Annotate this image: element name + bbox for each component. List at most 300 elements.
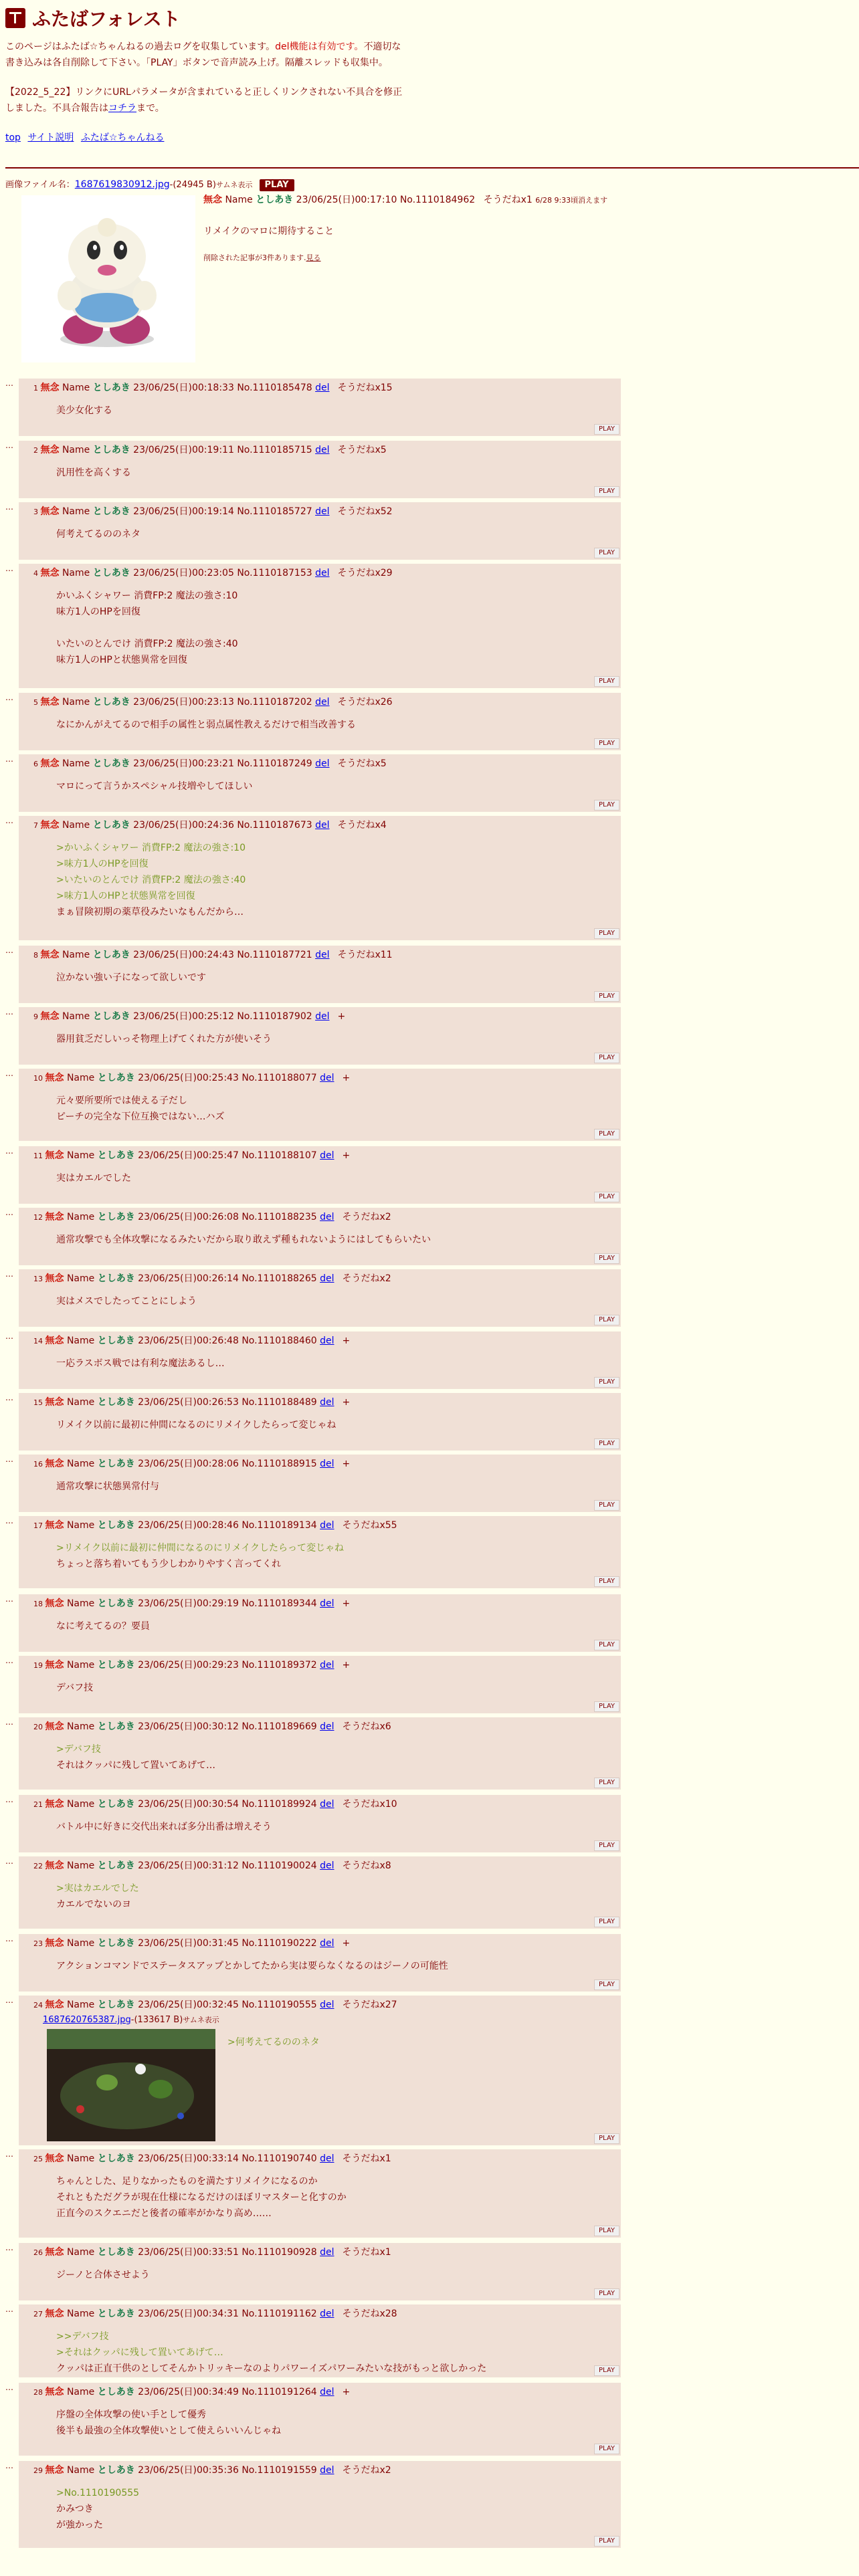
reply-box [19, 2149, 621, 2238]
thumb-note: サムネ表示 [215, 181, 253, 189]
reply-poster-name: としあき [92, 383, 130, 393]
reply-subject: 無念 [45, 2000, 64, 2010]
reply-sodane-button[interactable]: + [342, 1598, 351, 1609]
reply-play-button[interactable]: PLAY [594, 2133, 619, 2144]
reply-number: No.1110191162 [242, 2309, 317, 2319]
reply-date: 23/06/25(日)00:24:36 [133, 820, 234, 831]
reply-sodane-button[interactable]: そうだねx27 [342, 2000, 397, 2010]
reply-subject: 無念 [40, 950, 60, 960]
bug-report-link[interactable]: コチラ [108, 103, 136, 114]
reply-number: No.1110188107 [242, 1150, 317, 1161]
reply-play-button[interactable]: PLAY [594, 548, 619, 558]
reply-index: 12 [33, 1213, 45, 1222]
reply-box [19, 1007, 621, 1065]
reply-subject: 無念 [40, 1011, 60, 1022]
reply-index: 27 [33, 2310, 45, 2319]
reply-comment [56, 588, 238, 668]
reply-name-label: Name [66, 1721, 95, 1732]
reply-sodane-button[interactable]: そうだねx55 [342, 1520, 397, 1531]
intro-del-notice: del機能は有効です。 [275, 41, 364, 52]
reply-header [33, 819, 387, 833]
nav-about-link[interactable]: サイト説明 [27, 132, 74, 143]
reply-number: No.1110190024 [242, 1860, 317, 1871]
reply-dots: … [5, 502, 13, 512]
reply-sodane-button[interactable]: そうだねx4 [337, 820, 387, 831]
reply-del-link[interactable]: del [315, 506, 330, 517]
comment-line [56, 620, 238, 636]
reply-date: 23/06/25(日)00:29:19 [138, 1598, 239, 1609]
reply-sodane-button[interactable]: + [342, 1335, 351, 1346]
comment-line: 通常攻撃でも全体攻撃になるみたいだから取り敢えず種もれないようにはしてもらいたい [56, 1235, 431, 1245]
reply-del-link[interactable]: del [315, 568, 330, 578]
reply-play-button[interactable]: PLAY [594, 738, 619, 749]
reply-header [33, 1859, 391, 1873]
reply-comment [56, 1618, 150, 1634]
reply-poster-name: としあき [97, 2000, 135, 2010]
reply-post [5, 1146, 621, 1204]
op-number: No.1110184962 [399, 195, 476, 205]
reply-name-label: Name [66, 2309, 95, 2319]
reply-sodane-button[interactable]: そうだねx10 [342, 1799, 397, 1810]
reply-comment [56, 1293, 197, 1309]
reply-del-link[interactable]: del [315, 445, 330, 455]
reply-dots: … [5, 441, 13, 450]
reply-number: No.1110188915 [242, 1459, 317, 1469]
reply-comment [56, 1680, 93, 1696]
comment-line: 通常攻撃に状態異常付与 [56, 1481, 159, 1492]
reply-play-button[interactable]: PLAY [594, 800, 619, 811]
reply-number: No.1110187249 [237, 758, 312, 769]
reply-header [33, 1519, 397, 1533]
reply-name-label: Name [66, 1598, 95, 1609]
reply-subject: 無念 [40, 758, 60, 769]
reply-dots: … [5, 1393, 13, 1402]
reply-post [5, 754, 621, 812]
reply-del-link[interactable]: del [320, 1150, 335, 1161]
reply-comment [56, 1170, 131, 1186]
comment-line: まぁ冒険初期の薬草役みたいなもんだから… [56, 907, 244, 918]
reply-index: 18 [33, 1600, 45, 1608]
reply-box [19, 693, 621, 750]
comment-line: かいふくシャワー 消費FP:2 魔法の強さ:10 [56, 591, 238, 601]
reply-post [5, 1269, 621, 1327]
reply-sodane-button[interactable]: + [342, 1660, 351, 1671]
reply-comment [56, 1093, 224, 1125]
reply-del-link[interactable]: del [320, 1212, 335, 1222]
reply-index: 26 [33, 2248, 45, 2257]
reply-box [19, 1146, 621, 1204]
reply-del-link[interactable]: del [320, 2247, 335, 2258]
comment-line: それはクッパに残して置いてあげて… [56, 1760, 215, 1771]
reply-del-link[interactable]: del [315, 820, 330, 831]
reply-post [5, 1516, 621, 1588]
reply-play-button[interactable]: PLAY [594, 2365, 619, 2376]
reply-sodane-button[interactable]: + [342, 1938, 351, 1949]
reply-play-button[interactable]: PLAY [594, 1500, 619, 1511]
reply-box [19, 2304, 621, 2377]
reply-number: No.1110190555 [242, 2000, 317, 2010]
reply-sodane-button[interactable]: + [342, 1397, 351, 1408]
reply-box [19, 946, 621, 1003]
reply-post [5, 2149, 621, 2238]
nav-futaba-link[interactable]: ふたば☆ちゃんねる [80, 132, 165, 143]
reply-index: 29 [33, 2466, 45, 2475]
reply-comment [56, 1881, 139, 1913]
comment-line: アクションコマンドでステータスアップとかしてたから実は要らなくなるのはジーノの可能性 [56, 1961, 448, 1971]
reply-sodane-button[interactable]: そうだねx26 [337, 697, 393, 708]
reply-subject: 無念 [40, 568, 60, 578]
reply-date: 23/06/25(日)00:24:43 [133, 950, 234, 960]
reply-post [5, 1069, 621, 1141]
reply-number: No.1110189669 [242, 1721, 317, 1732]
reply-number: No.1110189134 [242, 1520, 317, 1531]
reply-dots: … [5, 754, 13, 764]
reply-header [33, 1071, 350, 1085]
reply-play-button[interactable]: PLAY [594, 486, 619, 497]
reply-del-link[interactable]: del [320, 2387, 335, 2397]
reply-sodane-button[interactable]: そうだねx2 [342, 1273, 391, 1284]
reply-box [19, 1717, 621, 1790]
op-thumbnail[interactable] [21, 195, 195, 362]
show-deleted-link[interactable]: 見る [306, 253, 321, 262]
reply-del-link[interactable]: del [320, 1799, 335, 1810]
reply-date: 23/06/25(日)00:29:23 [138, 1660, 239, 1671]
reply-poster-name: としあき [92, 820, 130, 831]
op-expire-note: 6/28 9:33頃消えます [535, 196, 608, 205]
reply-comment [56, 2173, 347, 2222]
op-poster-name: としあき [256, 195, 294, 205]
reply-index: 17 [33, 1521, 45, 1530]
comment-line: 序盤の全体攻撃の使い手として優秀 [56, 2409, 206, 2420]
reply-dots: … [5, 1331, 13, 1341]
reply-del-link[interactable]: del [320, 2000, 335, 2010]
reply-index: 3 [33, 508, 41, 516]
reply-dots: … [5, 2243, 13, 2252]
reply-date: 23/06/25(日)00:26:08 [138, 1212, 239, 1222]
reply-del-link[interactable]: del [320, 1335, 335, 1346]
reply-comment [56, 465, 131, 481]
comment-line: 泣かない強い子になって欲しいです [56, 972, 206, 983]
reply-comment [56, 717, 356, 733]
reply-header [33, 1396, 350, 1410]
reply-post [5, 1934, 621, 1992]
reply-sodane-button[interactable]: そうだねx29 [337, 568, 393, 578]
reply-del-link[interactable]: del [320, 1397, 335, 1408]
comment-line: なにかんがえてるので相手の属性と弱点属性教えるだけで相当改善する [56, 720, 356, 730]
reply-name-label: Name [62, 1011, 90, 1022]
reply-name-label: Name [66, 1459, 95, 1469]
comment-line: 美少女化する [56, 405, 112, 416]
op-sodane-button[interactable]: そうだねx1 [483, 195, 533, 205]
reply-play-button[interactable]: PLAY [594, 1129, 619, 1140]
op-file-line [5, 178, 854, 192]
reply-play-button[interactable]: PLAY [594, 991, 619, 1002]
site-logo-icon[interactable] [5, 8, 25, 28]
reply-date: 23/06/25(日)00:28:46 [138, 1520, 239, 1531]
comment-line: 何考えてるののネタ [56, 529, 140, 540]
reply-name-label: Name [66, 2387, 95, 2397]
reply-play-button[interactable]: PLAY [594, 424, 619, 435]
reply-name-label: Name [66, 1150, 95, 1161]
reply-subject: 無念 [45, 1459, 64, 1469]
reply-sodane-button[interactable]: + [342, 1073, 351, 1083]
reply-index: 4 [33, 569, 41, 578]
reply-sodane-button[interactable]: そうだねx1 [342, 2247, 391, 2258]
reply-del-link[interactable]: del [320, 1938, 335, 1949]
reply-number: No.1110187202 [237, 697, 312, 708]
comment-line: クッパは正直干供のとしてそんかトリッキーなのよりパワーイズパワーみたいな技がもっと欲しかった [56, 2363, 487, 2374]
reply-play-button[interactable]: PLAY [594, 1576, 619, 1587]
reply-sodane-button[interactable]: そうだねx1 [342, 2153, 391, 2164]
reply-comment [56, 1741, 215, 1774]
reply-del-link[interactable]: del [320, 1860, 335, 1871]
reply-index: 13 [33, 1275, 45, 1283]
comment-line: 正直今のスクエニだと後者の確率がかなり高め…… [56, 2208, 272, 2219]
reply-comment [227, 2034, 320, 2050]
op-header [203, 193, 672, 208]
reply-date: 23/06/25(日)00:25:12 [133, 1011, 234, 1022]
op-body [203, 193, 672, 263]
reply-post [5, 1594, 621, 1652]
reply-post [5, 1393, 621, 1451]
reply-comment [56, 1479, 159, 1495]
reply-image-link[interactable]: 1687620765387.jpg [43, 2015, 131, 2025]
reply-name-label: Name [62, 568, 90, 578]
reply-del-link[interactable]: del [315, 758, 330, 769]
reply-post [5, 379, 621, 436]
reply-play-button[interactable]: PLAY [594, 676, 619, 687]
reply-box [19, 1208, 621, 1265]
comment-line: マロにって言うかスペシャル技増やしてほしい [56, 781, 253, 792]
reply-poster-name: としあき [92, 950, 130, 960]
reply-index: 10 [33, 1074, 45, 1083]
reply-header [33, 381, 393, 395]
reply-post [5, 1795, 621, 1852]
reply-number: No.1110190928 [242, 2247, 317, 2258]
reply-del-link[interactable]: del [320, 1273, 335, 1284]
reply-dots: … [5, 1455, 13, 1464]
quote-line: >No.1110190555 [56, 2488, 140, 2498]
reply-date: 23/06/25(日)00:34:31 [138, 2309, 239, 2319]
reply-sodane-button[interactable]: そうだねx2 [342, 1212, 391, 1222]
reply-del-link[interactable]: del [315, 950, 330, 960]
reply-index: 8 [33, 951, 41, 960]
reply-number: No.1110188489 [242, 1397, 317, 1408]
reply-number: No.1110187673 [237, 820, 312, 831]
reply-play-button[interactable]: PLAY [594, 1778, 619, 1788]
reply-poster-name: としあき [97, 1598, 135, 1609]
reply-subject: 無念 [45, 2387, 64, 2397]
reply-del-link[interactable]: del [320, 2309, 335, 2319]
reply-date: 23/06/25(日)00:28:06 [138, 1459, 239, 1469]
reply-post [5, 2243, 621, 2300]
reply-header [33, 2246, 391, 2260]
reply-post [5, 816, 621, 940]
reply-box [19, 1069, 621, 1141]
quote-line: >何考えてるののネタ [227, 2037, 320, 2048]
reply-post [5, 693, 621, 750]
reply-play-button[interactable]: PLAY [594, 1917, 619, 1927]
reply-play-button[interactable]: PLAY [594, 1377, 619, 1388]
reply-header [33, 2385, 350, 2399]
reply-play-button[interactable]: PLAY [594, 1053, 619, 1063]
reply-box [19, 1856, 621, 1929]
comment-line: バトル中に好きに交代出来れば多分出番は増えそう [56, 1822, 272, 1832]
reply-post [5, 1717, 621, 1790]
reply-dots: … [5, 1594, 13, 1604]
comment-line: かみつき [56, 2504, 94, 2514]
reply-sodane-button[interactable]: そうだねx52 [337, 506, 393, 517]
reply-header [33, 1658, 350, 1673]
comment-line: それともただグラが現在仕様になるだけのほぼリマスターと化すのか [56, 2192, 347, 2203]
reply-post [5, 502, 621, 560]
op-file-size: -(24945 B) [169, 180, 216, 190]
reply-date: 23/06/25(日)00:35:36 [138, 2465, 239, 2476]
reply-del-link[interactable]: del [320, 2465, 335, 2476]
reply-dots: … [5, 1069, 13, 1078]
reply-date: 23/06/25(日)00:30:54 [138, 1799, 239, 1810]
reply-poster-name: としあき [97, 1938, 135, 1949]
reply-sodane-button[interactable]: そうだねx5 [337, 758, 387, 769]
reply-header [33, 695, 393, 710]
reply-index: 1 [33, 384, 41, 393]
quote-line: >デバフ技 [56, 1744, 101, 1755]
reply-index: 9 [33, 1012, 41, 1021]
reply-comment [56, 1958, 448, 1974]
reply-play-button[interactable]: PLAY [594, 2288, 619, 2299]
reply-play-button[interactable]: PLAY [594, 2226, 619, 2236]
reply-header [33, 443, 387, 457]
reply-index: 16 [33, 1460, 45, 1469]
reply-sodane-button[interactable]: そうだねx5 [337, 445, 387, 455]
reply-sodane-button[interactable]: + [342, 1150, 351, 1161]
reply-number: No.1110187153 [237, 568, 312, 578]
reply-name-label: Name [66, 1073, 95, 1083]
reply-del-link[interactable]: del [320, 1459, 335, 1469]
reply-date: 23/06/25(日)00:25:47 [138, 1150, 239, 1161]
reply-play-button[interactable]: PLAY [594, 1979, 619, 1990]
reply-del-link[interactable]: del [320, 1660, 335, 1671]
reply-sodane-button[interactable]: + [337, 1011, 346, 1022]
reply-name-label: Name [62, 383, 90, 393]
reply-del-link[interactable]: del [320, 1721, 335, 1732]
reply-box [19, 564, 621, 688]
reply-del-link[interactable]: del [315, 697, 330, 708]
reply-play-button[interactable]: PLAY [594, 1640, 619, 1650]
reply-header [33, 2152, 391, 2166]
reply-sodane-button[interactable]: そうだねx28 [342, 2309, 397, 2319]
notice-body: 【2022_5_22】リンクにURLパラメータが含まれていると正しくリンクされない不具合を修正しました。不具合報告は [5, 87, 403, 114]
reply-header [33, 2307, 397, 2321]
reply-box [19, 1656, 621, 1713]
reply-box [19, 1331, 621, 1389]
reply-subject: 無念 [45, 2465, 64, 2476]
reply-play-button[interactable]: PLAY [594, 2444, 619, 2454]
reply-dots: … [5, 946, 13, 955]
reply-thumbnail[interactable] [47, 2029, 215, 2141]
reply-sodane-button[interactable]: + [342, 1459, 351, 1469]
reply-play-button[interactable]: PLAY [594, 928, 619, 939]
reply-index: 15 [33, 1398, 45, 1407]
reply-play-button[interactable]: PLAY [594, 1438, 619, 1449]
reply-name-label: Name [62, 506, 90, 517]
reply-date: 23/06/25(日)00:25:43 [138, 1073, 239, 1083]
reply-post [5, 441, 621, 498]
reply-name-label: Name [62, 820, 90, 831]
reply-header [33, 1272, 391, 1286]
reply-sodane-button[interactable]: そうだねx11 [337, 950, 393, 960]
reply-index: 5 [33, 698, 41, 707]
reply-del-link[interactable]: del [315, 1011, 330, 1022]
reply-play-button[interactable]: PLAY [594, 1192, 619, 1202]
reply-subject: 無念 [45, 2153, 64, 2164]
reply-header [33, 566, 393, 580]
comment-line: 汎用性を高くする [56, 467, 131, 478]
comment-line: なに考えてるの？要員 [56, 1621, 150, 1632]
reply-post [5, 2383, 621, 2456]
reply-name-label: Name [62, 697, 90, 708]
reply-index: 19 [33, 1661, 45, 1670]
reply-play-button[interactable]: PLAY [594, 1253, 619, 1264]
reply-subject: 無念 [45, 1150, 64, 1161]
reply-poster-name: としあき [97, 2465, 135, 2476]
reply-name-label: Name [66, 1799, 95, 1810]
reply-number: No.1110190222 [242, 1938, 317, 1949]
reply-sodane-button[interactable]: + [342, 2387, 351, 2397]
reply-comment [56, 2267, 150, 2283]
reply-del-link[interactable]: del [320, 1520, 335, 1531]
reply-header [33, 757, 387, 771]
reply-del-link[interactable]: del [320, 2153, 335, 2164]
comment-line: が強かった [56, 2520, 103, 2531]
reply-subject: 無念 [45, 2309, 64, 2319]
reply-dots: … [5, 564, 13, 573]
reply-sodane-button[interactable]: そうだねx8 [342, 1860, 391, 1871]
reply-poster-name: としあき [92, 1011, 130, 1022]
comment-line: カエルでないのヨ [56, 1899, 131, 1910]
quote-line: >味方1人のHPを回復 [56, 859, 149, 869]
reply-header [33, 1720, 391, 1734]
reply-play-button[interactable]: PLAY [594, 1701, 619, 1712]
op-image-link[interactable]: 1687619830912.jpg [74, 179, 170, 190]
reply-sodane-button[interactable]: そうだねx15 [337, 383, 393, 393]
nav-top-link[interactable]: top [5, 132, 21, 143]
reply-del-link[interactable]: del [320, 1598, 335, 1609]
reply-post [5, 1856, 621, 1929]
reply-play-button[interactable]: PLAY [594, 1315, 619, 1325]
game-scene-image [47, 2029, 215, 2141]
reply-del-link[interactable]: del [315, 383, 330, 393]
deleted-count-text: 削除された記事が3件あります. [203, 253, 306, 262]
reply-thumb-note: サムネ表示 [183, 2016, 219, 2024]
reply-date: 23/06/25(日)00:33:14 [138, 2153, 239, 2164]
reply-dots: … [5, 2304, 13, 2314]
reply-sodane-button[interactable]: そうだねx6 [342, 1721, 391, 1732]
reply-date: 23/06/25(日)00:19:11 [133, 445, 234, 455]
reply-box [19, 1795, 621, 1852]
op-play-button[interactable]: PLAY [260, 179, 294, 191]
reply-play-button[interactable]: PLAY [594, 1840, 619, 1851]
reply-del-link[interactable]: del [320, 1073, 335, 1083]
reply-poster-name: としあき [97, 1860, 135, 1871]
reply-poster-name: としあき [92, 697, 130, 708]
reply-dots: … [5, 1007, 13, 1016]
reply-index: 23 [33, 1939, 45, 1948]
reply-play-button[interactable]: PLAY [594, 2536, 619, 2547]
reply-subject: 無念 [45, 1860, 64, 1871]
reply-sodane-button[interactable]: そうだねx2 [342, 2465, 391, 2476]
nav-links [5, 130, 854, 146]
